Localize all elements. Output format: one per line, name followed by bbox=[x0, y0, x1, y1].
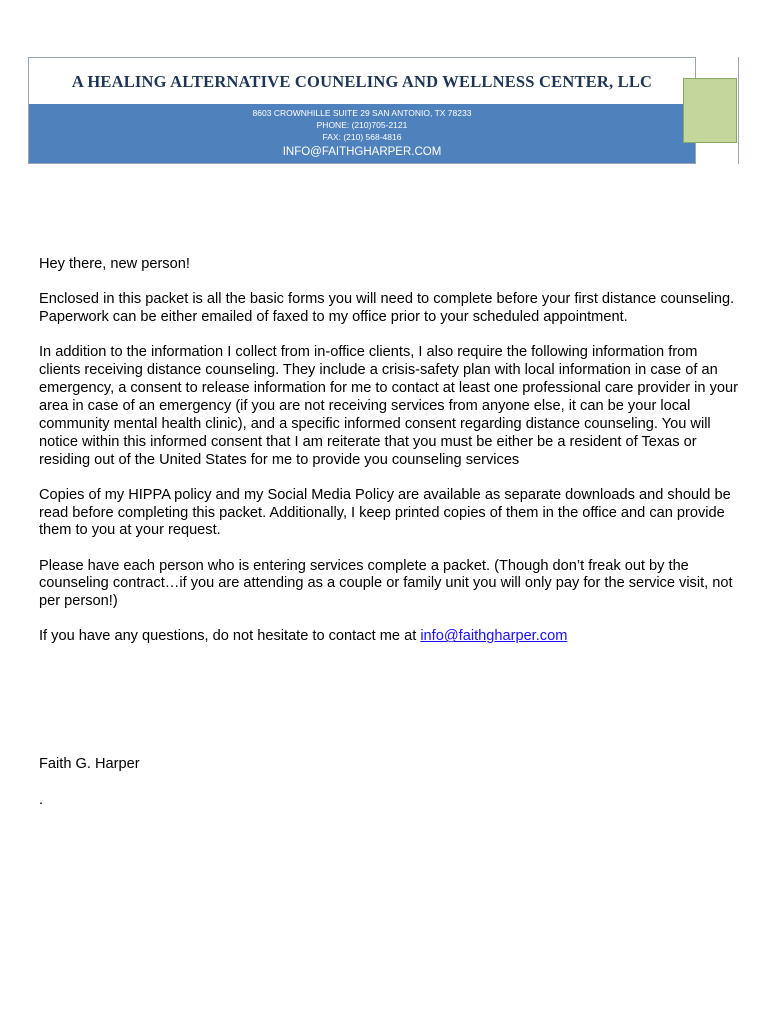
letterhead-email: INFO@FAITHGHARPER.COM bbox=[282, 146, 442, 158]
letterhead-title: A HEALING ALTERNATIVE COUNELING AND WELLNESS CENTER, LLC bbox=[71, 72, 653, 91]
letterhead bbox=[28, 57, 696, 164]
email-link[interactable]: info@faithgharper.com bbox=[420, 628, 568, 645]
contact-text: If you have any questions, do not hesitate to contact me at bbox=[39, 628, 421, 645]
trailing-period: . bbox=[39, 792, 44, 808]
letter-paragraph-policies: Copies of my HIPPA policy and my Social Media Policy are available as separate downloads and should be read before completing this packet. Additionally, I keep printed copies of them in the office and can provide them to you at your request. bbox=[39, 486, 731, 539]
letter-paragraph-distance-requirements: In addition to the information I collect from in-office clients, I also require the following information from clients receiving distance counseling. They include a crisis-safety plan with local information in case of an emergency, a consent to release information for me to contact at least one professional care provider in your area in case of an emergency (if you are not receiving services from anyone else, it can be your local community mental health clinic), and a specific informed consent regarding distance counseling. You will notice within this informed consent that I am reiterate that you must be either be a resident of Texas or residing out of the United States for me to provide you counseling services bbox=[39, 344, 738, 468]
letterhead-fax: FAX: (210) 568-4816 bbox=[322, 132, 402, 142]
letter-greeting: Hey there, new person! bbox=[39, 256, 190, 272]
letter-body bbox=[39, 256, 739, 664]
letterhead-phone: PHONE: (210)705-2121 bbox=[316, 120, 408, 130]
letter-paragraph-contact bbox=[39, 628, 739, 646]
signature-name: Faith G. Harper bbox=[39, 756, 140, 772]
letterhead-contact-band bbox=[29, 104, 695, 163]
letter-paragraph-packets: Please have each person who is entering services complete a packet. (Though don’t freak out by the counseling contract…if you are attending as a couple or family unit you will only pay for the service visit, not per person!) bbox=[39, 557, 733, 610]
letter-paragraph-enclosed: Enclosed in this packet is all the basic forms you will need to complete before your first distance counseling. Paperwork can be either emailed of faxed to my office prior to your scheduled appointment. bbox=[39, 291, 735, 325]
letterhead-accent-box bbox=[683, 78, 737, 143]
letterhead-address: 8603 CROWNHILLE SUITE 29 SAN ANTONIO, TX 78233 bbox=[252, 108, 472, 118]
letterhead-side-rule bbox=[738, 57, 739, 164]
